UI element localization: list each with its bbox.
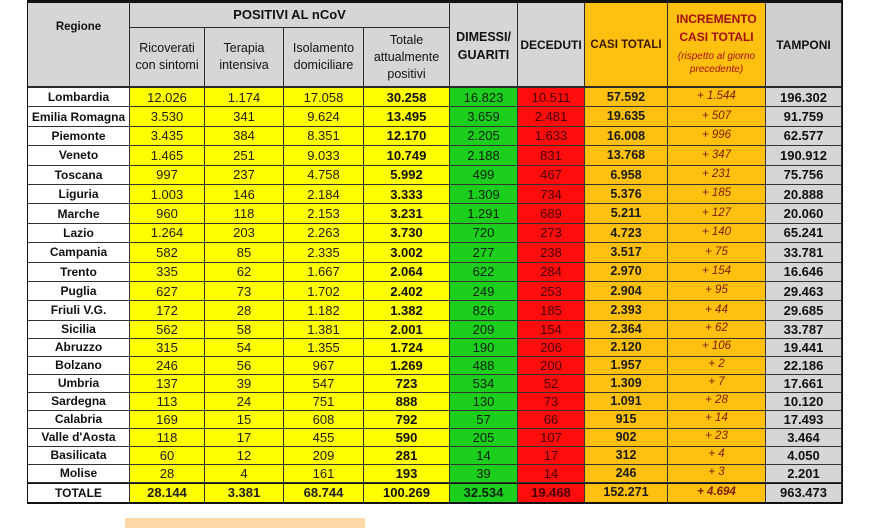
- table-row: [28, 339, 842, 357]
- tamponi-cell: 20.888: [766, 185, 842, 204]
- table-row: [28, 243, 842, 262]
- tamponi-cell: 17.661: [766, 375, 842, 393]
- table-row: [28, 301, 842, 320]
- tamponi-cell: 75.756: [766, 166, 842, 185]
- header-ricoverati-line-2: con sintomi: [135, 58, 199, 72]
- isolamento-cell: 9.624: [284, 107, 364, 126]
- tamponi-cell: 33.781: [766, 243, 842, 262]
- tamponi-cell: 22.186: [766, 357, 842, 375]
- header-incremento-note-2: precedente): [689, 64, 744, 75]
- ricoverati-cell: 1.003: [130, 185, 205, 204]
- dimessi-guariti-cell: 1.309: [450, 185, 518, 204]
- isolamento-cell: 2.184: [284, 185, 364, 204]
- ricoverati-cell: 246: [130, 357, 205, 375]
- ricoverati-cell: 60: [130, 447, 205, 465]
- tamponi-cell: 65.241: [766, 224, 842, 243]
- dimessi-guariti-cell: 190: [450, 339, 518, 357]
- table-row: [28, 146, 842, 165]
- table-row: [28, 185, 842, 204]
- incremento-cell: + 28: [668, 393, 766, 411]
- dimessi-guariti-cell: 3.659: [450, 107, 518, 126]
- ricoverati-cell: 113: [130, 393, 205, 411]
- casi-totali-cell: 1.957: [585, 357, 668, 375]
- tamponi-cell: 2.201: [766, 465, 842, 483]
- casi-totali-cell: 5.211: [585, 204, 668, 223]
- casi-totali-cell: 19.635: [585, 107, 668, 126]
- incremento-cell: + 231: [668, 166, 766, 185]
- totale-positivi-cell: 10.749: [364, 146, 450, 165]
- header-isolamento-line-1: Isolamento: [292, 41, 355, 55]
- terapia-intensiva-cell: 341: [205, 107, 284, 126]
- table-row: [28, 224, 842, 243]
- totale-positivi-cell: 2.402: [364, 282, 450, 301]
- next-section-header-fragment: [125, 518, 365, 528]
- terapia-intensiva-cell: 39: [205, 375, 284, 393]
- region-cell: Trento: [28, 263, 130, 282]
- isolamento-cell: 1.702: [284, 282, 364, 301]
- terapia-intensiva-cell: 1.174: [205, 88, 284, 107]
- totale-positivi-cell: 193: [364, 465, 450, 483]
- isolamento-cell: 8.351: [284, 127, 364, 146]
- deceduti-cell: 689: [518, 204, 585, 223]
- total-casi-totali-cell: 152.271: [585, 484, 668, 503]
- casi-totali-cell: 902: [585, 429, 668, 447]
- incremento-cell: + 140: [668, 224, 766, 243]
- casi-totali-cell: 2.120: [585, 339, 668, 357]
- deceduti-cell: 17: [518, 447, 585, 465]
- header-deceduti-label: DECEDUTI: [520, 37, 582, 52]
- header-ricoverati: [130, 28, 205, 88]
- dimessi-guariti-cell: 39: [450, 465, 518, 483]
- table-row: [28, 204, 842, 223]
- casi-totali-cell: 5.376: [585, 185, 668, 204]
- terapia-intensiva-cell: 56: [205, 357, 284, 375]
- region-cell: Bolzano: [28, 357, 130, 375]
- total-terapia-intensiva-cell: 3.381: [205, 484, 284, 503]
- terapia-intensiva-cell: 384: [205, 127, 284, 146]
- casi-totali-cell: 1.309: [585, 375, 668, 393]
- region-cell: Piemonte: [28, 127, 130, 146]
- ricoverati-cell: 627: [130, 282, 205, 301]
- ricoverati-cell: 562: [130, 321, 205, 339]
- header-incremento-line-1: INCREMENTO: [676, 12, 757, 26]
- table-row: [28, 127, 842, 146]
- isolamento-cell: 751: [284, 393, 364, 411]
- region-cell: Abruzzo: [28, 339, 130, 357]
- region-cell: Friuli V.G.: [28, 301, 130, 320]
- header-deceduti: [518, 0, 585, 88]
- isolamento-cell: 17.058: [284, 88, 364, 107]
- incremento-cell: + 1.544: [668, 88, 766, 107]
- incremento-cell: + 95: [668, 282, 766, 301]
- header-positivi-group-label: POSITIVI AL nCoV: [233, 7, 346, 22]
- casi-totali-cell: 2.904: [585, 282, 668, 301]
- incremento-cell: + 347: [668, 146, 766, 165]
- deceduti-cell: 467: [518, 166, 585, 185]
- deceduti-cell: 2.481: [518, 107, 585, 126]
- deceduti-cell: 107: [518, 429, 585, 447]
- deceduti-cell: 185: [518, 301, 585, 320]
- incremento-cell: + 185: [668, 185, 766, 204]
- tamponi-cell: 17.493: [766, 411, 842, 429]
- region-cell: Veneto: [28, 146, 130, 165]
- tamponi-cell: 16.646: [766, 263, 842, 282]
- isolamento-cell: 1.182: [284, 301, 364, 320]
- table-row: [28, 465, 842, 483]
- header-totale-line-3: positivi: [387, 66, 426, 81]
- dimessi-guariti-cell: 2.205: [450, 127, 518, 146]
- isolamento-cell: 547: [284, 375, 364, 393]
- dimessi-guariti-cell: 209: [450, 321, 518, 339]
- header-casi-totali: [585, 0, 668, 88]
- terapia-intensiva-cell: 118: [205, 204, 284, 223]
- terapia-intensiva-cell: 15: [205, 411, 284, 429]
- region-cell: Basilicata: [28, 447, 130, 465]
- incremento-cell: + 4: [668, 447, 766, 465]
- totale-positivi-cell: 723: [364, 375, 450, 393]
- header-ricoverati-line-1: Ricoverati: [139, 41, 195, 55]
- casi-totali-cell: 2.393: [585, 301, 668, 320]
- ricoverati-cell: 1.465: [130, 146, 205, 165]
- totale-positivi-cell: 30.258: [364, 88, 450, 107]
- region-cell: Toscana: [28, 166, 130, 185]
- table-row: [28, 429, 842, 447]
- total-dimessi-guariti-cell: 32.534: [450, 484, 518, 503]
- tamponi-cell: 196.302: [766, 88, 842, 107]
- totale-positivi-cell: 13.495: [364, 107, 450, 126]
- totale-positivi-cell: 1.382: [364, 301, 450, 320]
- total-tamponi-cell: 963.473: [766, 484, 842, 503]
- dimessi-guariti-cell: 205: [450, 429, 518, 447]
- dimessi-guariti-cell: 277: [450, 243, 518, 262]
- tamponi-cell: 33.787: [766, 321, 842, 339]
- header-positivi-group: [130, 0, 450, 28]
- tamponi-cell: 29.463: [766, 282, 842, 301]
- region-cell: Puglia: [28, 282, 130, 301]
- region-cell: Sardegna: [28, 393, 130, 411]
- dimessi-guariti-cell: 130: [450, 393, 518, 411]
- header-incremento: [668, 0, 766, 88]
- isolamento-cell: 967: [284, 357, 364, 375]
- header-regione: [28, 0, 130, 88]
- table-row: [28, 88, 842, 107]
- terapia-intensiva-cell: 62: [205, 263, 284, 282]
- ricoverati-cell: 582: [130, 243, 205, 262]
- table-body: [28, 88, 842, 503]
- terapia-intensiva-cell: 237: [205, 166, 284, 185]
- region-cell: Emilia Romagna: [28, 107, 130, 126]
- deceduti-cell: 66: [518, 411, 585, 429]
- tamponi-cell: 62.577: [766, 127, 842, 146]
- ricoverati-cell: 997: [130, 166, 205, 185]
- tamponi-cell: 4.050: [766, 447, 842, 465]
- dimessi-guariti-cell: 249: [450, 282, 518, 301]
- casi-totali-cell: 57.592: [585, 88, 668, 107]
- region-cell: Umbria: [28, 375, 130, 393]
- totale-positivi-cell: 1.269: [364, 357, 450, 375]
- table-row: [28, 107, 842, 126]
- terapia-intensiva-cell: 4: [205, 465, 284, 483]
- region-cell: Valle d'Aosta: [28, 429, 130, 447]
- terapia-intensiva-cell: 251: [205, 146, 284, 165]
- terapia-intensiva-cell: 73: [205, 282, 284, 301]
- terapia-intensiva-cell: 58: [205, 321, 284, 339]
- terapia-intensiva-cell: 54: [205, 339, 284, 357]
- ricoverati-cell: 118: [130, 429, 205, 447]
- isolamento-cell: 455: [284, 429, 364, 447]
- casi-totali-cell: 3.517: [585, 243, 668, 262]
- total-isolamento-cell: 68.744: [284, 484, 364, 503]
- tamponi-cell: 3.464: [766, 429, 842, 447]
- totale-positivi-cell: 3.231: [364, 204, 450, 223]
- header-isolamento: [284, 28, 364, 88]
- header-dimessi-line-2: GUARITI: [457, 48, 510, 62]
- casi-totali-cell: 13.768: [585, 146, 668, 165]
- header-tamponi: [766, 0, 842, 88]
- total-row: [28, 483, 842, 503]
- ricoverati-cell: 3.530: [130, 107, 205, 126]
- casi-totali-cell: 2.364: [585, 321, 668, 339]
- incremento-cell: + 2: [668, 357, 766, 375]
- table-row: [28, 321, 842, 339]
- casi-totali-cell: 915: [585, 411, 668, 429]
- isolamento-cell: 2.335: [284, 243, 364, 262]
- header-totale-line-1: Totale: [389, 32, 424, 47]
- isolamento-cell: 608: [284, 411, 364, 429]
- incremento-cell: + 996: [668, 127, 766, 146]
- dimessi-guariti-cell: 16.823: [450, 88, 518, 107]
- terapia-intensiva-cell: 203: [205, 224, 284, 243]
- region-cell: Lombardia: [28, 88, 130, 107]
- deceduti-cell: 831: [518, 146, 585, 165]
- dimessi-guariti-cell: 622: [450, 263, 518, 282]
- total-ricoverati-cell: 28.144: [130, 484, 205, 503]
- totale-positivi-cell: 12.170: [364, 127, 450, 146]
- table-row: [28, 447, 842, 465]
- total-deceduti-cell: 19.468: [518, 484, 585, 503]
- isolamento-cell: 2.263: [284, 224, 364, 243]
- incremento-cell: + 62: [668, 321, 766, 339]
- deceduti-cell: 10.511: [518, 88, 585, 107]
- dimessi-guariti-cell: 534: [450, 375, 518, 393]
- header-terapia-intensiva: [205, 28, 284, 88]
- isolamento-cell: 161: [284, 465, 364, 483]
- deceduti-cell: 200: [518, 357, 585, 375]
- regional-covid-table: [28, 0, 842, 503]
- tamponi-cell: 10.120: [766, 393, 842, 411]
- table-row: [28, 375, 842, 393]
- deceduti-cell: 253: [518, 282, 585, 301]
- ricoverati-cell: 1.264: [130, 224, 205, 243]
- total-region-cell: TOTALE: [28, 484, 130, 503]
- table-row: [28, 411, 842, 429]
- deceduti-cell: 238: [518, 243, 585, 262]
- isolamento-cell: 1.667: [284, 263, 364, 282]
- header-terapia-line-1: Terapia: [223, 41, 265, 55]
- deceduti-cell: 52: [518, 375, 585, 393]
- isolamento-cell: 4.758: [284, 166, 364, 185]
- region-cell: Molise: [28, 465, 130, 483]
- totale-positivi-cell: 888: [364, 393, 450, 411]
- dimessi-guariti-cell: 57: [450, 411, 518, 429]
- tamponi-cell: 190.912: [766, 146, 842, 165]
- isolamento-cell: 9.033: [284, 146, 364, 165]
- header-dimessi-guariti: [450, 0, 518, 88]
- casi-totali-cell: 4.723: [585, 224, 668, 243]
- header-totale-line-2: attualmente: [373, 49, 440, 64]
- totale-positivi-cell: 2.064: [364, 263, 450, 282]
- total-incremento-cell: + 4.694: [668, 484, 766, 503]
- totale-positivi-cell: 5.992: [364, 166, 450, 185]
- incremento-cell: + 106: [668, 339, 766, 357]
- header-regione-label: Regione: [55, 21, 102, 33]
- region-cell: Marche: [28, 204, 130, 223]
- header-isolamento-line-2: domiciliare: [293, 58, 354, 72]
- totale-positivi-cell: 3.730: [364, 224, 450, 243]
- casi-totali-cell: 312: [585, 447, 668, 465]
- incremento-cell: + 14: [668, 411, 766, 429]
- region-cell: Liguria: [28, 185, 130, 204]
- incremento-cell: + 7: [668, 375, 766, 393]
- total-totale-positivi-cell: 100.269: [364, 484, 450, 503]
- dimessi-guariti-cell: 488: [450, 357, 518, 375]
- tamponi-cell: 19.441: [766, 339, 842, 357]
- table-row: [28, 263, 842, 282]
- ricoverati-cell: 137: [130, 375, 205, 393]
- totale-positivi-cell: 2.001: [364, 321, 450, 339]
- table-row: [28, 282, 842, 301]
- table-row: [28, 166, 842, 185]
- table-row: [28, 393, 842, 411]
- casi-totali-cell: 16.008: [585, 127, 668, 146]
- dimessi-guariti-cell: 720: [450, 224, 518, 243]
- dimessi-guariti-cell: 499: [450, 166, 518, 185]
- header-incremento-line-2: CASI TOTALI: [679, 30, 754, 44]
- ricoverati-cell: 335: [130, 263, 205, 282]
- deceduti-cell: 73: [518, 393, 585, 411]
- tamponi-cell: 91.759: [766, 107, 842, 126]
- incremento-cell: + 3: [668, 465, 766, 483]
- totale-positivi-cell: 3.002: [364, 243, 450, 262]
- casi-totali-cell: 2.970: [585, 263, 668, 282]
- isolamento-cell: 209: [284, 447, 364, 465]
- deceduti-cell: 1.633: [518, 127, 585, 146]
- deceduti-cell: 273: [518, 224, 585, 243]
- dimessi-guariti-cell: 1.291: [450, 204, 518, 223]
- region-cell: Lazio: [28, 224, 130, 243]
- header-casi-totali-label: CASI TOTALI: [590, 38, 662, 51]
- ricoverati-cell: 169: [130, 411, 205, 429]
- incremento-cell: + 75: [668, 243, 766, 262]
- dimessi-guariti-cell: 826: [450, 301, 518, 320]
- totale-positivi-cell: 590: [364, 429, 450, 447]
- dimessi-guariti-cell: 14: [450, 447, 518, 465]
- ricoverati-cell: 315: [130, 339, 205, 357]
- incremento-cell: + 154: [668, 263, 766, 282]
- deceduti-cell: 734: [518, 185, 585, 204]
- terapia-intensiva-cell: 12: [205, 447, 284, 465]
- tamponi-cell: 29.685: [766, 301, 842, 320]
- incremento-cell: + 44: [668, 301, 766, 320]
- deceduti-cell: 14: [518, 465, 585, 483]
- dimessi-guariti-cell: 2.188: [450, 146, 518, 165]
- deceduti-cell: 154: [518, 321, 585, 339]
- ricoverati-cell: 28: [130, 465, 205, 483]
- totale-positivi-cell: 1.724: [364, 339, 450, 357]
- isolamento-cell: 1.355: [284, 339, 364, 357]
- ricoverati-cell: 172: [130, 301, 205, 320]
- terapia-intensiva-cell: 24: [205, 393, 284, 411]
- terapia-intensiva-cell: 146: [205, 185, 284, 204]
- region-cell: Campania: [28, 243, 130, 262]
- terapia-intensiva-cell: 28: [205, 301, 284, 320]
- region-cell: Calabria: [28, 411, 130, 429]
- header-totale-positivi: [364, 28, 450, 88]
- totale-positivi-cell: 792: [364, 411, 450, 429]
- terapia-intensiva-cell: 17: [205, 429, 284, 447]
- isolamento-cell: 2.153: [284, 204, 364, 223]
- table-row: [28, 357, 842, 375]
- incremento-cell: + 127: [668, 204, 766, 223]
- incremento-cell: + 23: [668, 429, 766, 447]
- totale-positivi-cell: 3.333: [364, 185, 450, 204]
- header-terapia-line-2: intensiva: [219, 58, 269, 72]
- header-dimessi-line-1: DIMESSI/: [456, 30, 511, 44]
- deceduti-cell: 284: [518, 263, 585, 282]
- casi-totali-cell: 6.958: [585, 166, 668, 185]
- totale-positivi-cell: 281: [364, 447, 450, 465]
- isolamento-cell: 1.381: [284, 321, 364, 339]
- header-tamponi-label: TAMPONI: [776, 37, 831, 52]
- casi-totali-cell: 246: [585, 465, 668, 483]
- terapia-intensiva-cell: 85: [205, 243, 284, 262]
- header-incremento-note-1: (rispetto al giorno: [677, 51, 756, 62]
- ricoverati-cell: 960: [130, 204, 205, 223]
- region-cell: Sicilia: [28, 321, 130, 339]
- casi-totali-cell: 1.091: [585, 393, 668, 411]
- incremento-cell: + 507: [668, 107, 766, 126]
- ricoverati-cell: 3.435: [130, 127, 205, 146]
- tamponi-cell: 20.060: [766, 204, 842, 223]
- deceduti-cell: 206: [518, 339, 585, 357]
- ricoverati-cell: 12.026: [130, 88, 205, 107]
